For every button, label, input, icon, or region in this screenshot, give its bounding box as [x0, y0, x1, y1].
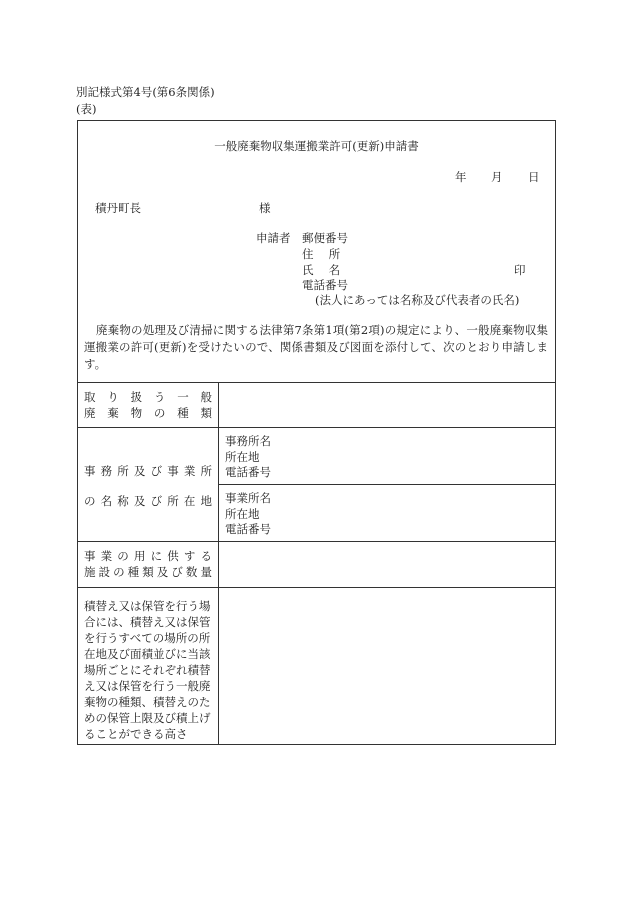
table-rule-3	[77, 587, 556, 588]
site-phone-label: 電話番号	[225, 522, 271, 536]
side-label: (表)	[76, 102, 97, 116]
date-day: 日	[528, 170, 540, 184]
table-rule-1	[77, 427, 556, 428]
row-office-label-1: 事務所及び事業所	[84, 464, 212, 478]
seal-mark: 印	[514, 263, 526, 277]
applicant-label: 申請者	[256, 231, 291, 245]
applicant-postal-code: 郵便番号	[302, 231, 348, 245]
row-facility-label-2: 施設の種類及び数量	[84, 565, 212, 579]
site-location-label: 所在地	[225, 507, 260, 521]
row-storage-line-9: ることができる高さ	[84, 727, 188, 741]
table-rule-2	[77, 541, 556, 542]
applicant-name: 氏 名	[302, 263, 341, 277]
form-title: 一般廃棄物収集運搬業許可(更新)申請書	[214, 139, 419, 153]
addressee-name: 積丹町長	[95, 201, 141, 215]
form-number: 別記様式第4号(第6条関係)	[76, 85, 215, 99]
office-phone-label: 電話番号	[225, 465, 271, 479]
row-storage-line-7: 棄物の種類、積替えのた	[84, 695, 211, 709]
row-storage-line-8: めの保管上限及び積上げ	[84, 711, 211, 725]
applicant-note: (法人にあっては名称及び代表者の氏名)	[315, 293, 520, 307]
applicant-address: 住 所	[302, 247, 341, 261]
table-rule-inner	[218, 484, 556, 485]
row-storage-line-2: 合には、積替え又は保管	[84, 615, 211, 629]
row-storage-line-3: を行うすべての場所の所	[84, 631, 211, 645]
row-storage-line-6: え又は保管を行う一般廃	[84, 679, 211, 693]
row-waste-type-label-2: 廃棄物の種類	[84, 406, 212, 420]
row-facility-label-1: 事業の用に供する	[84, 549, 212, 563]
statement-paragraph: 廃棄物の処理及び清掃に関する法律第7条第1項(第2項)の規定により、一般廃棄物収集運搬業の許可(更新)を受けたいので、関係書類及び図面を添付して、次のとおり申請します。	[84, 323, 548, 371]
office-location-label: 所在地	[225, 450, 260, 464]
date-year: 年	[455, 170, 467, 184]
table-column-divider	[218, 382, 219, 745]
row-storage-line-1: 積替え又は保管を行う場	[84, 599, 211, 613]
row-storage-line-4: 在地及び面積並びに当該	[84, 647, 211, 661]
table-rule-top	[77, 382, 556, 383]
row-waste-type-label-1: 取り扱う一般	[84, 390, 212, 404]
applicant-phone: 電話番号	[302, 278, 348, 292]
row-storage-line-5: 場所ごとにそれぞれ積替	[84, 663, 211, 677]
addressee-honorific: 様	[259, 201, 271, 215]
office-name-label: 事務所名	[225, 434, 271, 448]
row-office-label-2: の名称及び所在地	[84, 494, 212, 508]
site-name-label: 事業所名	[225, 491, 271, 505]
date-month: 月	[491, 170, 503, 184]
